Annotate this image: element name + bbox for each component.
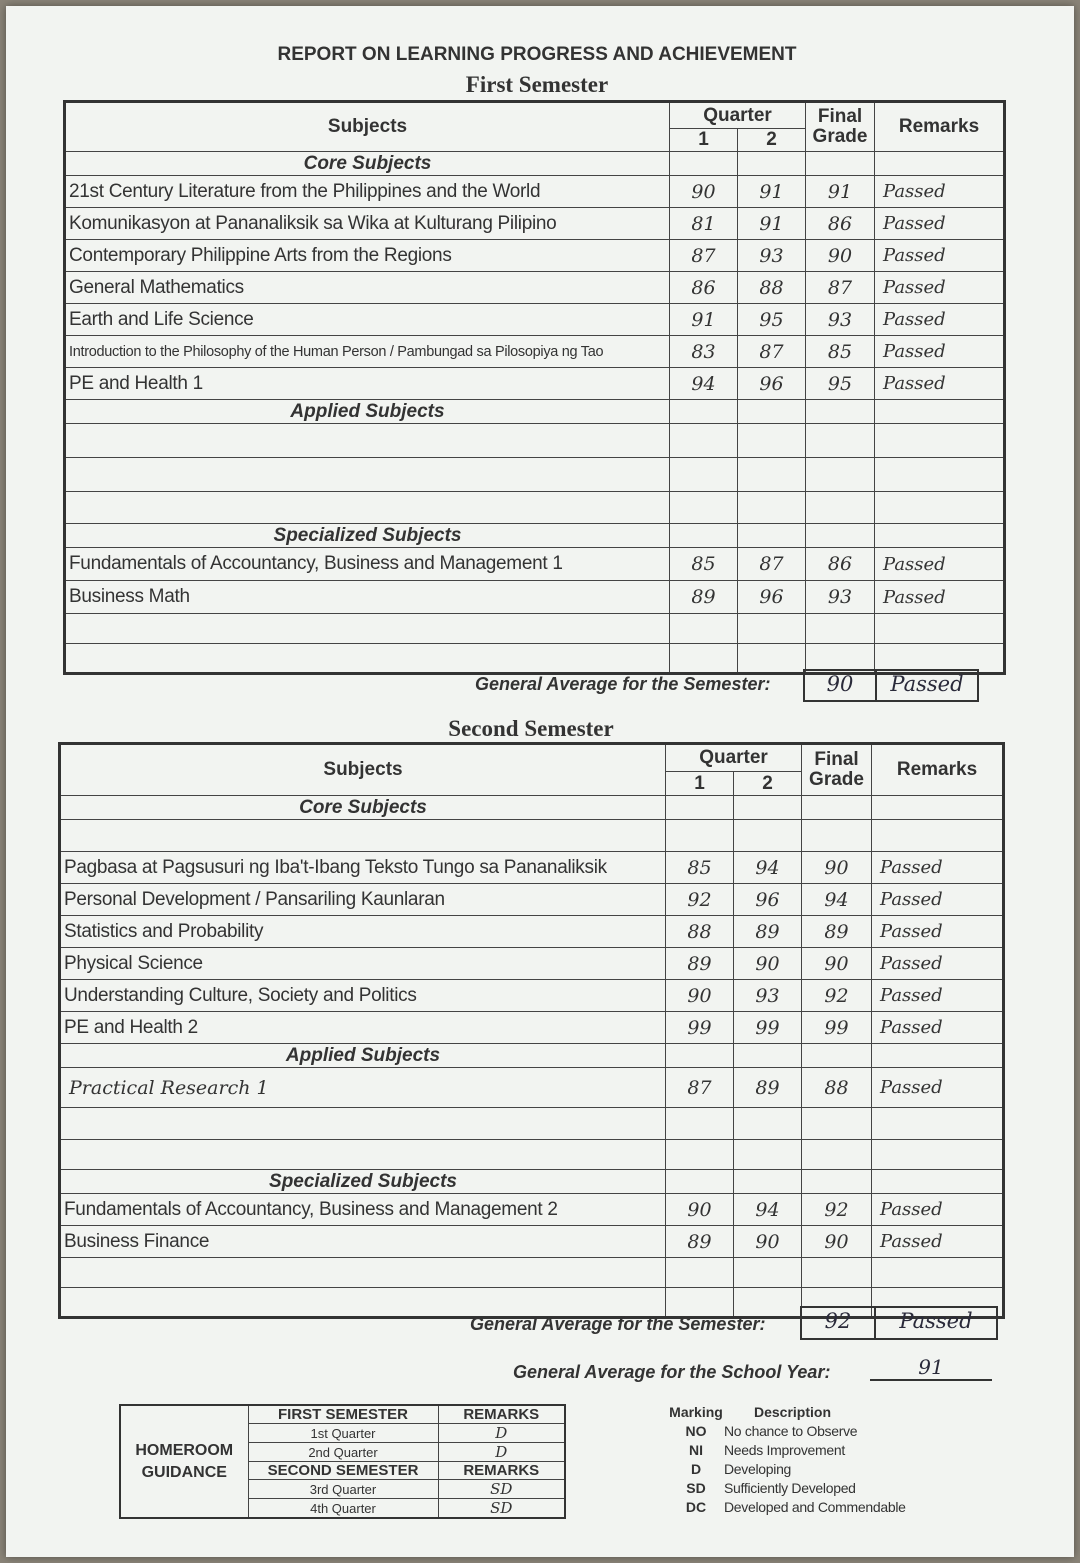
subject-name: Pagbasa at Pagsusuri ng Iba't-Ibang Teksto Tungo sa Pananaliksik xyxy=(60,852,666,884)
quarter-2-grade: 91 xyxy=(738,176,806,208)
semester-average-label: General Average for the Semester: xyxy=(475,674,771,694)
remarks-header: Remarks xyxy=(875,102,1005,152)
legend-marking-header: Marking xyxy=(669,1403,723,1420)
remarks-cell: Passed xyxy=(875,272,1005,304)
table-row xyxy=(65,548,1005,581)
final-grade: 89 xyxy=(802,916,872,948)
remarks-cell: Passed xyxy=(872,1068,1004,1108)
legend-item: SD Sufficiently Developed xyxy=(686,1479,856,1496)
quarter-1-grade: 90 xyxy=(670,176,738,208)
quarter-remark: D xyxy=(438,1443,565,1462)
table-row xyxy=(60,1226,1004,1258)
quarter-2-grade: 87 xyxy=(738,336,806,368)
subject-name: General Mathematics xyxy=(65,272,670,304)
quarter-remark: SD xyxy=(438,1499,565,1519)
empty-row xyxy=(65,424,1005,458)
final-grade: 86 xyxy=(806,548,875,581)
empty-row xyxy=(65,492,1005,524)
remarks-cell: Passed xyxy=(875,240,1005,272)
table-row xyxy=(65,272,1005,304)
remarks-header: REMARKS xyxy=(438,1462,565,1480)
subject-name: Contemporary Philippine Arts from the Regions xyxy=(65,240,670,272)
remarks-header: REMARKS xyxy=(438,1405,565,1424)
empty-row xyxy=(65,614,1005,644)
quarter-1-grade: 81 xyxy=(670,208,738,240)
second-semester-title: Second Semester xyxy=(448,716,614,741)
document-title: REPORT ON LEARNING PROGRESS AND ACHIEVEMENT xyxy=(277,44,797,65)
remarks-cell: Passed xyxy=(875,304,1005,336)
final-grade: 99 xyxy=(802,1012,872,1044)
subjects-header: Subjects xyxy=(65,102,670,152)
subject-name: Earth and Life Science xyxy=(65,304,670,336)
quarter-label: 3rd Quarter xyxy=(248,1480,438,1499)
quarter-1-grade: 89 xyxy=(666,1226,734,1258)
core-subjects-label: Core Subjects xyxy=(60,796,666,820)
quarter-2-grade: 99 xyxy=(734,1012,802,1044)
remarks-header: Remarks xyxy=(872,744,1004,796)
table-row xyxy=(60,948,1004,980)
applied-subjects-label: Applied Subjects xyxy=(60,1044,666,1068)
remarks-cell: Passed xyxy=(872,1012,1004,1044)
second-semester-average-remarks: Passed xyxy=(899,1309,973,1333)
quarter-2-grade: 87 xyxy=(738,548,806,581)
subject-name: Introduction to the Philosophy of the Human Person / Pambungad sa Pilosopiya ng Tao xyxy=(65,336,670,368)
subject-name: Business Finance xyxy=(60,1226,666,1258)
remarks-cell: Passed xyxy=(872,1226,1004,1258)
remarks-cell: Passed xyxy=(872,948,1004,980)
quarter-2-header: 2 xyxy=(738,129,806,152)
quarter-2-header: 2 xyxy=(734,772,802,796)
quarter-1-grade: 89 xyxy=(666,948,734,980)
subjects-header: Subjects xyxy=(60,744,666,796)
first-semester-average: 90 xyxy=(805,671,877,700)
subject-name: Komunikasyon at Pananaliksik sa Wika at Kulturang Pilipino xyxy=(65,208,670,240)
quarter-1-grade: 85 xyxy=(666,852,734,884)
first-semester-average-box xyxy=(803,669,979,702)
quarter-1-grade: 91 xyxy=(670,304,738,336)
subject-name: Fundamentals of Accountancy, Business and Management 1 xyxy=(65,548,670,581)
quarter-2-grade: 96 xyxy=(738,581,806,614)
empty-row xyxy=(60,1258,1004,1288)
remarks-cell: Passed xyxy=(875,581,1005,614)
table-row xyxy=(65,208,1005,240)
first-semester-header: FIRST SEMESTER xyxy=(248,1405,438,1424)
quarter-2-grade: 93 xyxy=(738,240,806,272)
subject-name: Personal Development / Pansariling Kaunlaran xyxy=(60,884,666,916)
subject-name: Fundamentals of Accountancy, Business and Management 2 xyxy=(60,1194,666,1226)
final-grade: 93 xyxy=(806,304,875,336)
quarter-2-grade: 94 xyxy=(734,1194,802,1226)
quarter-1-grade: 89 xyxy=(670,581,738,614)
legend-item: NI Needs Improvement xyxy=(689,1441,845,1458)
final-grade: 95 xyxy=(806,368,875,400)
legend-item: NO No chance to Observe xyxy=(685,1422,858,1439)
remarks-cell: Passed xyxy=(872,916,1004,948)
quarter-1-grade: 90 xyxy=(666,980,734,1012)
final-grade: 91 xyxy=(806,176,875,208)
first-semester-average-remarks: Passed xyxy=(890,672,964,696)
table-row xyxy=(65,368,1005,400)
final-grade: 90 xyxy=(802,948,872,980)
remarks-cell: Passed xyxy=(872,884,1004,916)
school-year-average: 91 xyxy=(870,1355,992,1381)
quarter-1-grade: 85 xyxy=(670,548,738,581)
remarks-cell: Passed xyxy=(875,176,1005,208)
final-grade: 87 xyxy=(806,272,875,304)
final-grade-header: Final Grade xyxy=(806,102,875,152)
quarter-2-grade: 90 xyxy=(734,948,802,980)
table-row xyxy=(60,852,1004,884)
quarter-2-grade: 95 xyxy=(738,304,806,336)
subject-name: PE and Health 1 xyxy=(65,368,670,400)
subject-name: Statistics and Probability xyxy=(60,916,666,948)
remarks-cell: Passed xyxy=(872,1194,1004,1226)
marking-legend xyxy=(668,1402,906,1516)
semester-average-label: General Average for the Semester: xyxy=(470,1314,766,1334)
quarter-1-grade: 94 xyxy=(670,368,738,400)
table-row xyxy=(60,884,1004,916)
quarter-remark: D xyxy=(438,1424,565,1443)
first-semester-title: First Semester xyxy=(465,72,609,97)
homeroom-guidance-table xyxy=(119,1404,566,1519)
remarks-cell: Passed xyxy=(875,368,1005,400)
empty-row xyxy=(65,458,1005,492)
quarter-1-grade: 99 xyxy=(666,1012,734,1044)
quarter-2-grade: 93 xyxy=(734,980,802,1012)
quarter-2-grade: 89 xyxy=(734,1068,802,1108)
subject-name: Physical Science xyxy=(60,948,666,980)
quarter-header: Quarter xyxy=(670,102,806,129)
subject-name: Practical Research 1 xyxy=(60,1068,666,1108)
final-grade-header: Final Grade xyxy=(802,744,872,796)
subject-name: Business Math xyxy=(65,581,670,614)
table-row xyxy=(60,1012,1004,1044)
quarter-label: 1st Quarter xyxy=(248,1424,438,1443)
quarter-remark: SD xyxy=(438,1480,565,1499)
specialized-subjects-label: Specialized Subjects xyxy=(65,524,670,548)
table-row xyxy=(65,176,1005,208)
final-grade: 92 xyxy=(802,1194,872,1226)
legend-item: D Developing xyxy=(690,1460,792,1477)
quarter-2-grade: 88 xyxy=(738,272,806,304)
table-row xyxy=(60,980,1004,1012)
remarks-cell: Passed xyxy=(875,208,1005,240)
empty-row xyxy=(60,1108,1004,1140)
applied-subjects-label: Applied Subjects xyxy=(65,400,670,424)
quarter-1-grade: 88 xyxy=(666,916,734,948)
quarter-2-grade: 91 xyxy=(738,208,806,240)
remarks-cell: Passed xyxy=(875,336,1005,368)
second-semester-table xyxy=(58,742,1005,1319)
legend-description-header: Description xyxy=(754,1403,832,1420)
legend-item: DC Developed and Commendable xyxy=(685,1498,906,1515)
remarks-cell: Passed xyxy=(872,980,1004,1012)
remarks-cell: Passed xyxy=(872,852,1004,884)
homeroom-guidance-label: HOMEROOM GUIDANCE xyxy=(120,1405,248,1518)
table-row xyxy=(60,1194,1004,1226)
quarter-label: 2nd Quarter xyxy=(248,1443,438,1462)
quarter-2-grade: 94 xyxy=(734,852,802,884)
subject-name: Understanding Culture, Society and Politics xyxy=(60,980,666,1012)
school-year-average-label: General Average for the School Year: xyxy=(513,1362,831,1382)
subject-name: 21st Century Literature from the Philippines and the World xyxy=(65,176,670,208)
table-row xyxy=(65,304,1005,336)
quarter-1-grade: 87 xyxy=(666,1068,734,1108)
final-grade: 86 xyxy=(806,208,875,240)
quarter-2-grade: 96 xyxy=(738,368,806,400)
quarter-1-grade: 83 xyxy=(670,336,738,368)
quarter-2-grade: 89 xyxy=(734,916,802,948)
empty-row xyxy=(60,1140,1004,1170)
subject-name: PE and Health 2 xyxy=(60,1012,666,1044)
quarter-1-grade: 86 xyxy=(670,272,738,304)
quarter-1-grade: 87 xyxy=(670,240,738,272)
second-semester-average-box xyxy=(800,1306,998,1340)
remarks-cell: Passed xyxy=(875,548,1005,581)
final-grade: 90 xyxy=(806,240,875,272)
quarter-1-header: 1 xyxy=(666,772,734,796)
table-row xyxy=(60,1068,1004,1108)
quarter-1-grade: 90 xyxy=(666,1194,734,1226)
final-grade: 94 xyxy=(802,884,872,916)
specialized-subjects-label: Specialized Subjects xyxy=(60,1170,666,1194)
first-semester-table xyxy=(63,100,1006,675)
final-grade: 93 xyxy=(806,581,875,614)
final-grade: 92 xyxy=(802,980,872,1012)
core-subjects-label: Core Subjects xyxy=(65,152,670,176)
quarter-label: 4th Quarter xyxy=(248,1499,438,1519)
table-row xyxy=(65,336,1005,368)
second-semester-header: SECOND SEMESTER xyxy=(248,1462,438,1480)
final-grade: 88 xyxy=(802,1068,872,1108)
final-grade: 90 xyxy=(802,1226,872,1258)
final-grade: 90 xyxy=(802,852,872,884)
table-row xyxy=(65,240,1005,272)
quarter-1-grade: 92 xyxy=(666,884,734,916)
table-row xyxy=(65,581,1005,614)
quarter-1-header: 1 xyxy=(670,129,738,152)
final-grade: 85 xyxy=(806,336,875,368)
empty-row xyxy=(60,820,1004,852)
quarter-2-grade: 90 xyxy=(734,1226,802,1258)
quarter-header: Quarter xyxy=(666,744,802,772)
table-row xyxy=(60,916,1004,948)
second-semester-average: 92 xyxy=(802,1308,876,1338)
quarter-2-grade: 96 xyxy=(734,884,802,916)
